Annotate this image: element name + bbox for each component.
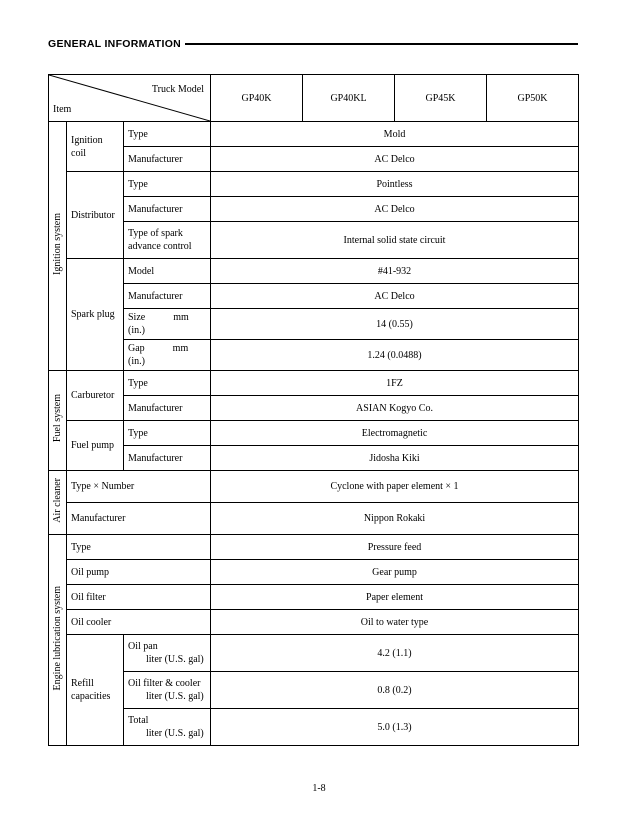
table-row: [49, 610, 579, 635]
spec-label: Type: [67, 535, 211, 560]
spec-value: Pointless: [211, 172, 579, 197]
refill-capacities-label: Refill capacities: [67, 635, 124, 746]
spec-value: ASIAN Kogyo Co.: [211, 396, 579, 421]
spec-value: 14 (0.55): [211, 309, 579, 340]
spec-label: Manufacturer: [67, 503, 211, 535]
spec-value: Internal solid state circuit: [211, 222, 579, 259]
table-row: [49, 446, 579, 471]
total-label: Total: [128, 715, 149, 726]
spec-value: Cyclone with paper element × 1: [211, 471, 579, 503]
table-row: [49, 560, 579, 585]
table-row: [49, 147, 579, 172]
corner-cell: [49, 75, 211, 122]
air-cleaner-label: Air cleaner: [49, 471, 67, 535]
page-header: [48, 38, 578, 52]
spec-value: AC Delco: [211, 197, 579, 222]
table-row: [49, 309, 579, 340]
carburetor-label: Carburetor: [67, 371, 124, 421]
spec-label: Model: [124, 259, 211, 284]
spec-value: Nippon Rokaki: [211, 503, 579, 535]
total-unit: liter (U.S. gal): [146, 728, 204, 739]
spec-value: Electromagnetic: [211, 421, 579, 446]
spec-label: Oil filter: [67, 585, 211, 610]
spec-label: Type of spark advance control: [124, 222, 211, 259]
model-header: GP40KL: [303, 75, 395, 122]
model-header: GP45K: [395, 75, 487, 122]
spec-label: Manufacturer: [124, 446, 211, 471]
spark-plug-label: Spark plug: [67, 259, 124, 371]
spec-value: #41-932: [211, 259, 579, 284]
ignition-coil-label: Ignition coil: [67, 122, 124, 172]
spec-label: Type: [124, 371, 211, 396]
header-rule: [185, 43, 578, 45]
table-row: [49, 284, 579, 309]
table-row: [49, 672, 579, 709]
table-row: [49, 340, 579, 371]
spec-label: Manufacturer: [124, 396, 211, 421]
spec-value: AC Delco: [211, 284, 579, 309]
table-row: [49, 396, 579, 421]
table-row: [49, 503, 579, 535]
oil-pan-label: Oil pan: [128, 641, 158, 652]
spec-value: 1.24 (0.0488): [211, 340, 579, 371]
spec-value: Oil to water type: [211, 610, 579, 635]
model-header: GP50K: [487, 75, 579, 122]
table-row: [49, 421, 579, 446]
ignition-system-label: Ignition system: [49, 122, 67, 371]
spec-value: Pressure feed: [211, 535, 579, 560]
table-row: [49, 371, 579, 396]
spec-table: [48, 74, 579, 746]
spec-label: Manufacturer: [124, 147, 211, 172]
spec-label: Type: [124, 122, 211, 147]
spec-value: 4.2 (1.1): [211, 635, 579, 672]
spec-value: 1FZ: [211, 371, 579, 396]
spec-value: 0.8 (0.2): [211, 672, 579, 709]
spec-label: Type: [124, 172, 211, 197]
spec-label: [124, 635, 211, 672]
table-row: [49, 122, 579, 147]
corner-diagonal: [49, 75, 210, 121]
spec-label: [124, 709, 211, 746]
fuel-system-label: Fuel system: [49, 371, 67, 471]
table-row: [49, 709, 579, 746]
filter-cooler-label: Oil filter & cooler: [128, 678, 201, 689]
spec-label: [124, 340, 211, 371]
table-row: [49, 197, 579, 222]
section-title: GENERAL INFORMATION: [48, 38, 182, 50]
spec-value: Jidosha Kiki: [211, 446, 579, 471]
table-row: [49, 222, 579, 259]
spec-value: Gear pump: [211, 560, 579, 585]
lubrication-system-label: Engine lubrication system: [49, 535, 67, 746]
oil-pan-unit: liter (U.S. gal): [146, 654, 204, 665]
table-row: [49, 172, 579, 197]
table-row: [49, 535, 579, 560]
spec-label: Oil pump: [67, 560, 211, 585]
model-header: GP40K: [211, 75, 303, 122]
gap-label: Gap: [128, 343, 145, 354]
item-label: Item: [53, 104, 72, 115]
table-row: [49, 259, 579, 284]
spec-value: AC Delco: [211, 147, 579, 172]
filter-cooler-unit: liter (U.S. gal): [146, 691, 204, 702]
spec-label: Oil cooler: [67, 610, 211, 635]
spec-label: Type × Number: [67, 471, 211, 503]
fuel-pump-label: Fuel pump: [67, 421, 124, 471]
table-row: [49, 635, 579, 672]
gap-unit: mm (in.): [128, 343, 189, 367]
spec-value: Paper element: [211, 585, 579, 610]
size-label: Size: [128, 312, 146, 323]
page-number: 1-8: [312, 783, 326, 794]
spec-label: [124, 309, 211, 340]
table-row: [49, 585, 579, 610]
spec-value: 5.0 (1.3): [211, 709, 579, 746]
spec-label: Manufacturer: [124, 284, 211, 309]
distributor-label: Distributor: [67, 172, 124, 259]
table-row: [49, 471, 579, 503]
truck-model-label: Truck Model: [151, 84, 205, 95]
spec-label: Type: [124, 421, 211, 446]
size-unit: mm (in.): [128, 312, 189, 336]
header-row: [49, 75, 579, 122]
spec-label: [124, 672, 211, 709]
spec-label: Manufacturer: [124, 197, 211, 222]
spec-value: Mold: [211, 122, 579, 147]
